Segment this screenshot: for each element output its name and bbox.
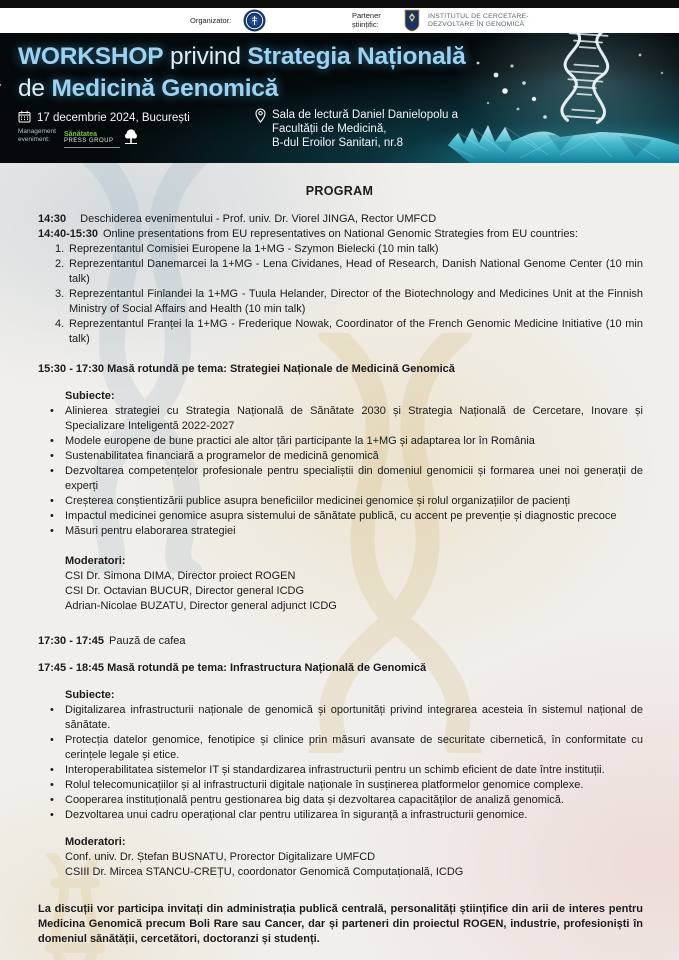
item-number: 2. — [55, 258, 65, 270]
location-line3: B-dul Eroilor Sanitari, nr.8 — [272, 137, 404, 149]
program-bullet-item — [50, 733, 643, 763]
program-section-title: 17:45 - 18:45 Masă rotundă pe tema: Infrastructura Națională de Genomică — [38, 662, 427, 674]
title-segment: Strategia Națională — [247, 43, 466, 70]
bullet-marker: • — [50, 809, 54, 821]
event-banner — [0, 33, 679, 163]
item-text: Rolul telecomunicațiilor și al infrastructurii digitale naționale în susținerea platformelor genomice complexe. — [65, 779, 584, 791]
management-row — [18, 128, 139, 151]
event-date-row — [18, 110, 190, 126]
program-bullet-item — [50, 434, 643, 449]
location-pin-icon — [255, 108, 266, 150]
location-line2: Facultății de Medicină, — [272, 123, 387, 135]
program-label: Moderatori: — [65, 555, 126, 567]
session-time: 17:30 - 17:45 — [38, 635, 105, 647]
program-session — [38, 212, 643, 227]
spacer — [0, 880, 679, 902]
session-time: 14:30 — [38, 213, 67, 225]
location-line1: Sala de lectură Daniel Danielopolu a — [272, 109, 459, 121]
program-numbered-item — [55, 242, 643, 257]
program-numbered-item — [55, 257, 643, 287]
partner-label — [352, 12, 381, 29]
program-heading: PROGRAM — [305, 184, 374, 198]
item-text: Sustenabilitatea financiară a programelor de medicină genomică — [65, 450, 379, 462]
program-moderator-line: Adrian-Nicolae BUZATU, Director general adjunct ICDG — [65, 600, 337, 612]
location-text — [272, 108, 458, 150]
program-moderator-line: CSI Dr. Simona DIMA, Director proiect ROGEN — [65, 570, 296, 582]
bullet-marker: • — [50, 465, 54, 477]
item-text: Reprezentantul Comisiei Europene la 1+MG - Szymon Bielecki (10 min talk) — [69, 243, 439, 255]
program-bullet-item — [50, 494, 643, 509]
institute-name — [428, 13, 529, 29]
program-label: Subiecte: — [65, 689, 115, 701]
session-text: Deschiderea evenimentului - Prof. univ. Dr. Viorel JINGA, Rector UMFCD — [80, 213, 437, 225]
item-text: Cooperarea instituțională pentru gestionarea big data și dezvoltarea capacităților de analiză genomică. — [65, 794, 564, 806]
item-text: Dezvoltarea unui cadru operațional clar pentru utilizarea în siguranță a infrastructurii genomice. — [65, 809, 528, 821]
bullet-marker: • — [50, 450, 54, 462]
press-name-line1: Sănătatea — [63, 131, 98, 138]
program-bullet-item — [50, 778, 643, 793]
item-number: 1. — [55, 243, 65, 255]
top-strip — [0, 0, 679, 8]
title-segment: WORKSHOP — [18, 43, 164, 70]
institute-line2: DEZVOLTARE ÎN GENOMICĂ — [428, 21, 525, 28]
spacer — [0, 676, 679, 688]
program-session — [38, 634, 643, 649]
spacer — [0, 539, 679, 554]
partner-label-line1: Partener — [352, 11, 381, 20]
program-bullet-item — [50, 449, 643, 464]
spacer — [0, 649, 679, 661]
program-session — [38, 227, 643, 242]
press-tagline-rule — [64, 147, 120, 148]
bullet-marker: • — [50, 794, 54, 806]
program-bullet-item — [50, 703, 643, 733]
program-moderator-line: CSIII Dr. Mircea STANCU-CREȚU, coordonator Genomică Computațională, ICDG — [65, 866, 464, 878]
bullet-marker: • — [50, 525, 54, 537]
press-group-name — [64, 131, 120, 148]
logo-bar — [0, 8, 679, 33]
program-label: Moderatori: — [65, 836, 126, 848]
item-text: Interoperabilitatea sistemelor IT și standardizarea infrastructurii pentru un schimb eficient de date între instituții. — [65, 764, 605, 776]
program-bullet-item — [50, 404, 643, 434]
event-date: 17 decembrie 2024, București — [37, 112, 190, 124]
umfcd-seal-logo — [243, 9, 266, 34]
program-bullet-item — [50, 763, 643, 778]
spacer — [0, 347, 679, 362]
item-number: 4. — [55, 318, 65, 330]
title-segment: Medicină Genomică — [51, 75, 279, 102]
item-text: Alinierea strategiei cu Strategia Națională de Sănătate 2030 și Strategia Națională de Cercetare, Inovare și Specializare Inteligentă 2022-2027 — [65, 405, 643, 432]
management-label-line1: Management — [18, 128, 56, 135]
bullet-marker: • — [50, 704, 54, 716]
press-name-line2: PRESS GROUP — [63, 138, 114, 144]
bullet-marker: • — [50, 510, 54, 522]
spacer — [0, 377, 679, 389]
item-text: Creșterea conștientizării publice asupra beneficiilor medicinei genomice și rolul organizațiilor de pacienți — [65, 495, 571, 507]
item-text: Dezvoltarea competențelor profesionale pentru specialiștii din domeniul genomicii și formarea unei noi generații de experți — [65, 465, 643, 492]
program-body-wrapper — [0, 163, 679, 947]
bullet-marker: • — [50, 764, 54, 776]
title-segment: de — [18, 75, 52, 102]
tree-icon — [123, 128, 139, 151]
program-numbered-item — [55, 287, 643, 317]
program-bullet-item — [50, 524, 643, 539]
event-location — [255, 108, 458, 150]
bullet-marker: • — [50, 734, 54, 746]
program-body — [0, 212, 679, 947]
program-bullet-item — [50, 509, 643, 524]
item-text: Impactul medicinei genomice asupra sistemului de sănătate publică, cu accent pe prevenție și diagnostic precoce — [65, 510, 617, 522]
program-closing-paragraph: La discuții vor participa invitați din administrația publică centrală, personalități științifice din arii de interes pentru Medicina Genomică precum Boli Rare sau Cancer, dar și parteneri din proiectul ROGEN, industrie, profesioniști în domeniul sănătății, cercetători, doctoranzi și studenți. — [38, 903, 643, 945]
item-text: Protecția datelor genomice, fenotipice și clinice prin măsuri avansate de securitate cibernetică, în conformitate cu cerințele legale și etice. — [65, 734, 643, 761]
spacer — [0, 614, 679, 634]
icdg-shield-logo — [403, 9, 421, 34]
item-text: Reprezentantul Finlandei la 1+MG - Tuula Helander, Director of the Biotechnology and Medicines Unit at the Finnish Ministry of Social Affairs and Health (10 min talk) — [69, 288, 643, 315]
management-label — [18, 128, 56, 144]
calendar-icon — [18, 110, 31, 126]
program-label: Subiecte: — [65, 390, 115, 402]
program-numbered-item — [55, 317, 643, 347]
session-text: Online presentations from EU representatives on National Genomic Strategies from EU countries: — [102, 228, 578, 240]
bullet-marker: • — [50, 405, 54, 417]
session-time: 14:40-15:30 — [38, 228, 98, 240]
item-text: Reprezentantul Danemarcei la 1+MG - Lena Cividanes, Head of Research, Danish National Genome Center (10 min talk) — [69, 258, 643, 285]
partner-label-line2: științific: — [352, 19, 379, 29]
program-section-title: 15:30 - 17:30 Masă rotundă pe tema: Strategiei Naționale de Medicină Genomică — [38, 363, 455, 375]
program-content — [0, 163, 679, 960]
bullet-marker: • — [50, 435, 54, 447]
management-label-line2: eveniment: — [18, 136, 50, 143]
item-text: Digitalizarea infrastructurii naționale de genomică și oportunități privind integrarea acesteia în sistemul național de sănătate. — [65, 704, 643, 731]
item-number: 3. — [55, 288, 65, 300]
institute-line1: INSTITUTUL DE CERCETARE- — [428, 13, 529, 20]
bullet-marker: • — [50, 779, 54, 791]
program-moderator-line: Conf. univ. Dr. Ștefan BUSNATU, Prorector Digitalizare UMFCD — [65, 851, 376, 863]
program-bullet-item — [50, 808, 643, 823]
program-bullet-item — [50, 793, 643, 808]
item-text: Măsuri pentru elaborarea strategiei — [65, 525, 236, 537]
press-group-logo — [64, 128, 139, 151]
item-text: Reprezentantul Franței la 1+MG - Frederique Nowak, Coordinator of the French Genomic Medicine Initiative (10 min talk) — [69, 318, 643, 345]
program-bullet-item — [50, 464, 643, 494]
title-segment: privind — [163, 43, 248, 70]
bullet-marker: • — [50, 495, 54, 507]
session-text: Pauză de cafea — [109, 635, 186, 647]
item-text: Modele europene de bune practici ale altor țări participante la 1+MG și adaptarea lor în România — [65, 435, 535, 447]
program-moderator-line: CSI Dr. Octavian BUCUR, Director general ICDG — [65, 585, 305, 597]
organizer-label: Organizator: — [190, 16, 232, 25]
event-title — [18, 41, 488, 105]
spacer — [0, 823, 679, 835]
